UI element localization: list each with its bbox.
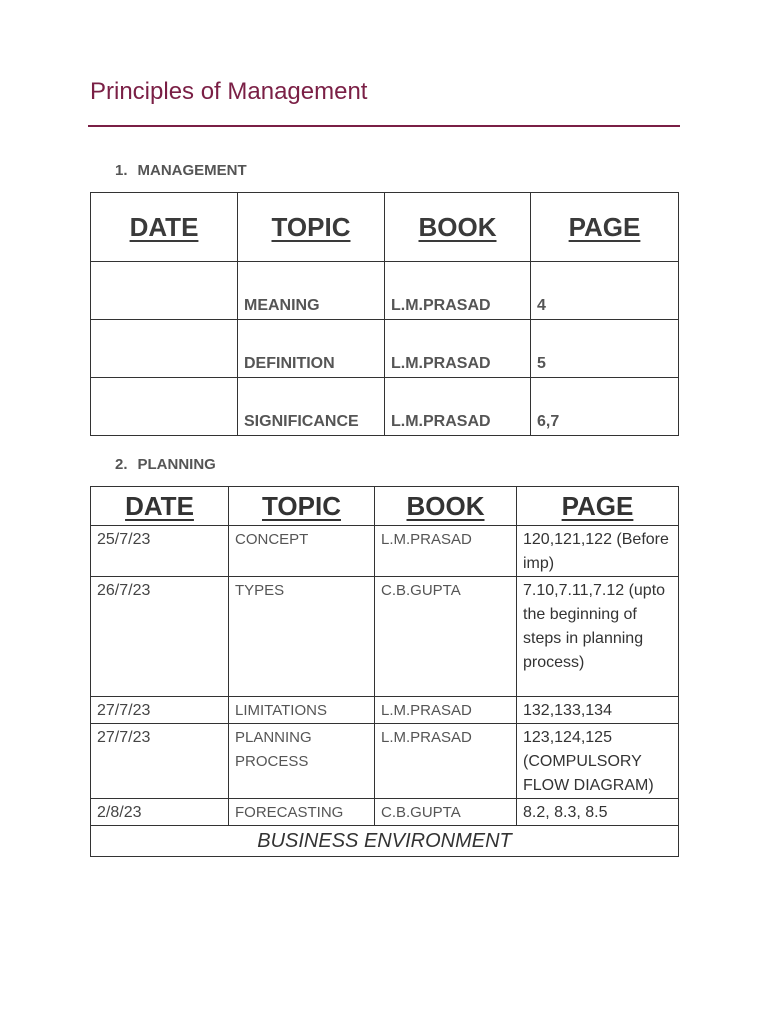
cell-topic: MEANING xyxy=(238,262,385,320)
cell-date: 27/7/23 xyxy=(91,724,229,799)
column-header-page: PAGE xyxy=(531,193,679,262)
cell-date: 26/7/23 xyxy=(91,577,229,697)
table-row xyxy=(91,320,679,378)
document-title: Principles of Management xyxy=(90,78,368,105)
cell-page: 8.2, 8.3, 8.5 xyxy=(517,799,679,826)
section-number: 1. xyxy=(115,162,128,179)
section-number: 2. xyxy=(115,456,128,473)
table-row xyxy=(91,724,679,799)
cell-page: 120,121,122 (Before imp) xyxy=(517,526,679,577)
cell-page: 123,124,125 (COMPULSORY FLOW DIAGRAM) xyxy=(517,724,679,799)
cell-book: L.M.PRASAD xyxy=(375,697,517,724)
cell-page: 6,7 xyxy=(531,378,679,436)
title-divider xyxy=(88,125,680,127)
cell-topic: CONCEPT xyxy=(229,526,375,577)
cell-book: C.B.GUPTA xyxy=(375,799,517,826)
cell-book: L.M.PRASAD xyxy=(385,378,531,436)
planning-table xyxy=(90,486,679,857)
column-header-date: DATE xyxy=(91,193,238,262)
cell-book: L.M.PRASAD xyxy=(385,320,531,378)
cell-topic: LIMITATIONS xyxy=(229,697,375,724)
management-table xyxy=(90,192,679,436)
section-heading-planning xyxy=(115,456,216,473)
cell-book: C.B.GUPTA xyxy=(375,577,517,697)
cell-date: 27/7/23 xyxy=(91,697,229,724)
cell-topic: PLANNING PROCESS xyxy=(229,724,375,799)
column-header-topic: TOPIC xyxy=(238,193,385,262)
cell-date xyxy=(91,262,238,320)
cell-book: L.M.PRASAD xyxy=(385,262,531,320)
section-heading-management xyxy=(115,162,247,179)
cell-page: 4 xyxy=(531,262,679,320)
cell-page: 5 xyxy=(531,320,679,378)
cell-topic: FORECASTING xyxy=(229,799,375,826)
cell-book: L.M.PRASAD xyxy=(375,526,517,577)
cell-page: 7.10,7.11,7.12 (upto the beginning of steps in planning process) xyxy=(517,577,679,697)
cell-topic: SIGNIFICANCE xyxy=(238,378,385,436)
table-row xyxy=(91,577,679,697)
table-row xyxy=(91,697,679,724)
column-header-page: PAGE xyxy=(517,487,679,526)
table-header-row xyxy=(91,193,679,262)
cell-topic: DEFINITION xyxy=(238,320,385,378)
cell-date: 2/8/23 xyxy=(91,799,229,826)
column-header-date: DATE xyxy=(91,487,229,526)
cell-book: L.M.PRASAD xyxy=(375,724,517,799)
cell-page: 132,133,134 xyxy=(517,697,679,724)
table-row xyxy=(91,526,679,577)
table-row xyxy=(91,378,679,436)
table-row xyxy=(91,262,679,320)
column-header-book: BOOK xyxy=(375,487,517,526)
table-row xyxy=(91,799,679,826)
table-header-row xyxy=(91,487,679,526)
cell-date: 25/7/23 xyxy=(91,526,229,577)
section-title: PLANNING xyxy=(137,456,216,473)
column-header-topic: TOPIC xyxy=(229,487,375,526)
cell-topic: TYPES xyxy=(229,577,375,697)
cell-date xyxy=(91,320,238,378)
column-header-book: BOOK xyxy=(385,193,531,262)
section-footer-label: BUSINESS ENVIRONMENT xyxy=(91,826,679,857)
cell-date xyxy=(91,378,238,436)
section-title: MANAGEMENT xyxy=(137,162,247,179)
table-footer-row xyxy=(91,826,679,857)
